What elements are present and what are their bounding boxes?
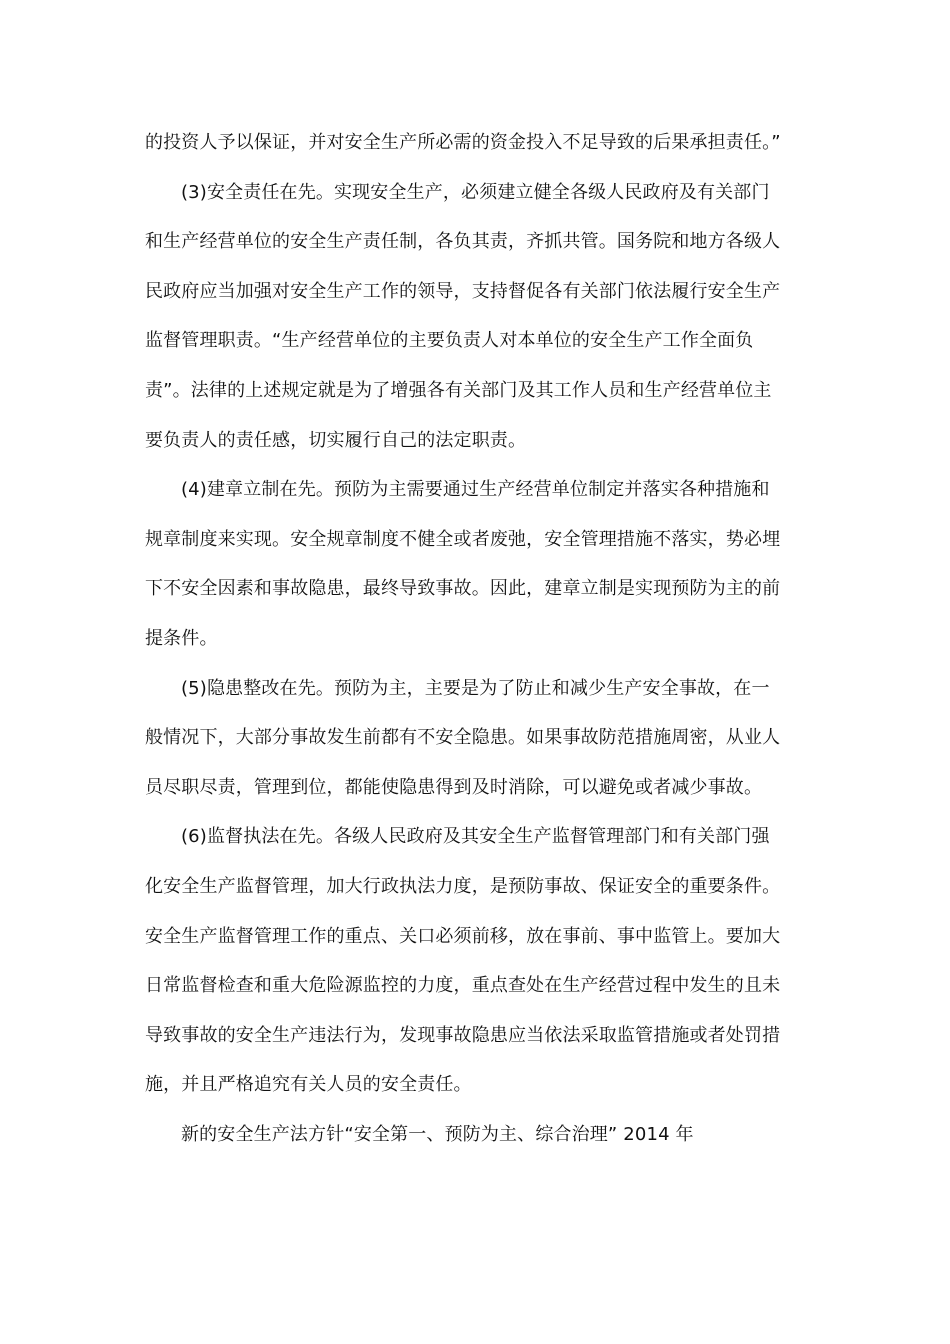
text-line: 员尽职尽责，管理到位，都能使隐患得到及时消除，可以避免或者减少事故。 bbox=[145, 776, 763, 798]
text-line: 般情况下，大部分事故发生前都有不安全隐患。如果事故防范措施周密，从业人 bbox=[145, 727, 781, 749]
text-line: 的投资人予以保证，并对安全生产所必需的资金投入不足导致的后果承担责任。” bbox=[145, 132, 781, 153]
paragraph-start-line: (5)隐患整改在先。预防为主，主要是为了防止和减少生产安全事故，在一 bbox=[181, 677, 770, 699]
text-line: 安全生产监督管理工作的重点、关口必须前移，放在事前、事中监管上。要加大 bbox=[145, 925, 781, 947]
text-line: 下不安全因素和事故隐患，最终导致事故。因此，建章立制是实现预防为主的前 bbox=[145, 578, 781, 600]
text-line: 化安全生产监督管理，加大行政执法力度，是预防事故、保证安全的重要条件。 bbox=[145, 875, 781, 897]
text-line: 监督管理职责。“生产经营单位的主要负责人对本单位的安全生产工作全面负 bbox=[145, 330, 754, 352]
text-line: 和生产经营单位的安全生产责任制，各负其责，齐抓共管。国务院和地方各级人 bbox=[145, 231, 781, 253]
paragraph-start-line: 新的安全生产法方针“安全第一、预防为主、综合治理” 2014 年 bbox=[181, 1123, 694, 1145]
text-line: 规章制度来实现。安全规章制度不健全或者废弛，安全管理措施不落实，势必埋 bbox=[145, 528, 781, 550]
text-line: 日常监督检查和重大危险源监控的力度，重点查处在生产经营过程中发生的且未 bbox=[145, 975, 781, 997]
paragraph-start-line: (3)安全责任在先。实现安全生产，必须建立健全各级人民政府及有关部门 bbox=[181, 181, 770, 203]
text-line: 要负责人的责任感，切实履行自己的法定职责。 bbox=[145, 429, 527, 451]
text-line: 施，并且严格追究有关人员的安全责任。 bbox=[145, 1074, 472, 1096]
text-line: 提条件。 bbox=[145, 627, 218, 649]
text-line: 民政府应当加强对安全生产工作的领导，支持督促各有关部门依法履行安全生产 bbox=[145, 280, 781, 302]
document-body bbox=[145, 118, 810, 1159]
text-line: 导致事故的安全生产违法行为，发现事故隐患应当依法采取监管措施或者处罚措 bbox=[145, 1024, 781, 1046]
text-line: 责”。法律的上述规定就是为了增强各有关部门及其工作人员和生产经营单位主 bbox=[145, 379, 772, 401]
paragraph-start-line: (4)建章立制在先。预防为主需要通过生产经营单位制定并落实各种措施和 bbox=[181, 479, 770, 501]
paragraph-start-line: (6)监督执法在先。各级人民政府及其安全生产监督管理部门和有关部门强 bbox=[181, 826, 770, 848]
